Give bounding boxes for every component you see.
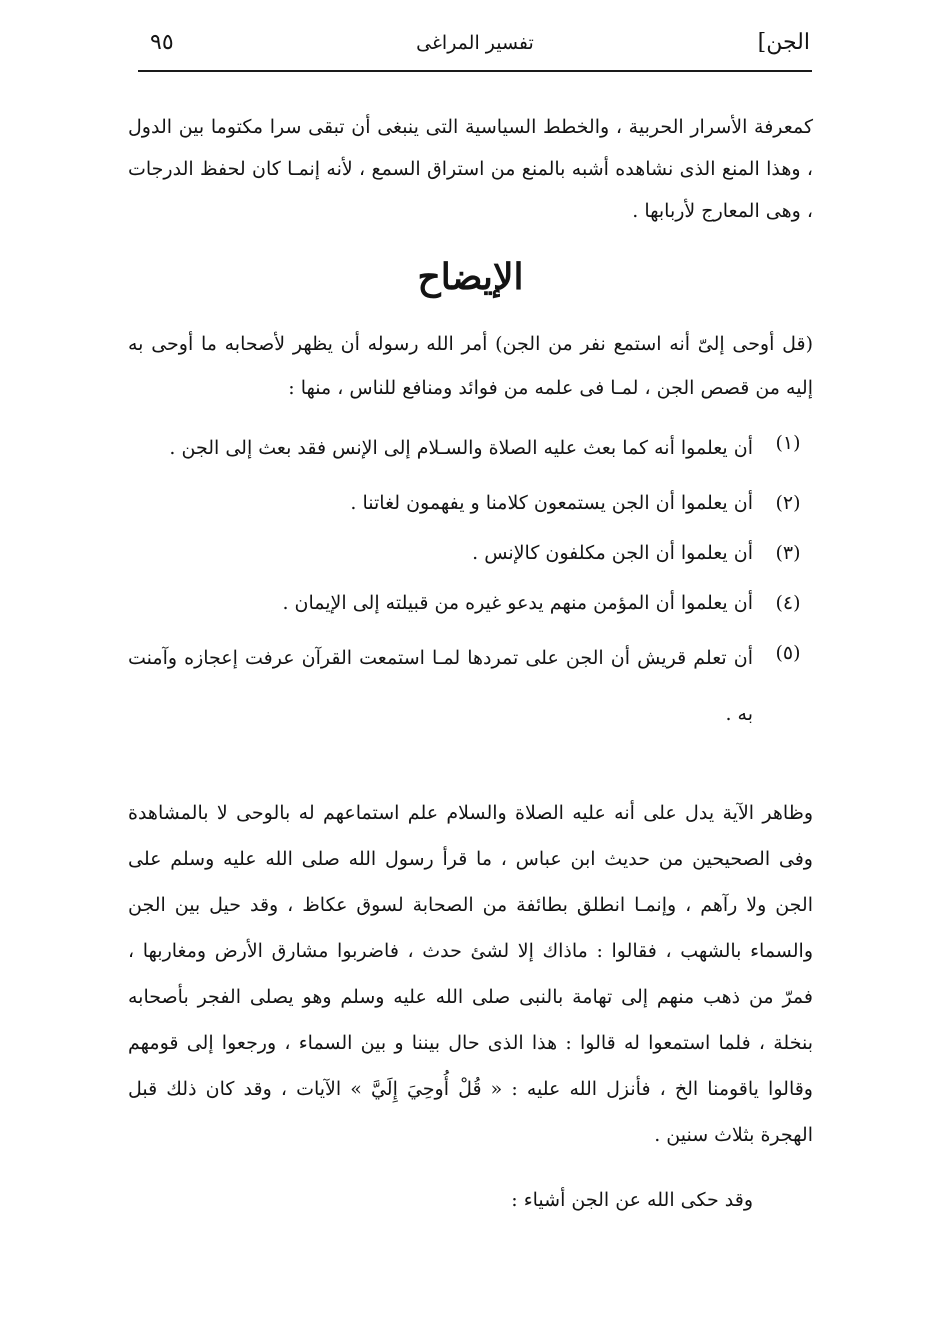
item-text: أن يعلموا أنه كما بعث عليه الصلاة والسـلام إلى الإنس فقد بعث إلى الجن . — [169, 437, 753, 459]
item-text: أن تعلم قريش أن الجن على تمردها لمـا استمعت القرآن عرفت إعجازه وآمنت به . — [128, 647, 753, 725]
list-item — [128, 480, 813, 526]
page-header — [140, 26, 810, 66]
item-number: (١) — [775, 432, 801, 454]
item-number: (٤) — [775, 592, 801, 614]
section-title: الإيضاح — [417, 256, 524, 298]
item-text: أن يعلموا أن المؤمن منهم يدعو غيره من قبيلته إلى الإيمان . — [282, 592, 753, 614]
list-item — [128, 580, 813, 626]
item-number: (٥) — [775, 642, 801, 664]
ayah-paragraph: (قل أوحى إلىّ أنه استمع نفر من الجن) أمر الله رسوله أن يظهر لأصحابه ما أوحى به إليه من قصص الجن ، لمـا فى علمه من فوائد ومنافع للناس ، منها : — [128, 333, 813, 399]
benefits-list — [128, 420, 813, 746]
item-number: (٢) — [775, 492, 801, 514]
book-title: تفسير المراغى — [416, 32, 534, 54]
item-text: أن يعلموا أن الجن يستمعون كلامنا و يفهمون لغاتنا . — [350, 492, 753, 514]
item-number: (٣) — [775, 542, 801, 564]
header-rule — [138, 70, 812, 72]
commentary-paragraph: وظاهر الآية يدل على أنه عليه الصلاة والسلام علم استماعهم له بالوحى لا بالمشاهدة وفى الصحيحين من حديث ابن عباس ، ما قرأ رسول الله صلى الله عليه وسلم على الجن ولا رآهم ، وإنمـا انطلق بطائفة من الصحابة لسوق عكاظ ، وقد حيل بين الجن والسماء بالشهب ، فقالوا : ماذاك إلا لشئ حدث ، فاضربوا مشارق الأرض ومغاربها ، فمرّ من ذهب منهم إلى تهامة بالنبى صلى الله عليه وسلم وهو يصلى الفجر بأصحابه بنخلة ، فلما استمعوا له قالوا : هذا الذى حال بيننا و بين السماء ، ورجعوا إلى قومهم وقالوا ياقومنا الخ ، فأنزل الله عليه : « قُلْ أُوحِيَ إِلَيَّ » الآيات ، وقد كان ذلك قبل الهجرة بثلاث سنين . — [128, 802, 813, 1146]
list-item — [128, 630, 813, 742]
page-number: ٩٥ — [150, 30, 174, 55]
surah-name: الجن] — [757, 30, 810, 55]
intro-paragraph: كمعرفة الأسرار الحربية ، والخطط السياسية التى ينبغى أن تبقى سرا مكتوما بين الدول ، وهذا المنع الذى نشاهده أشبه بالمنع من استراق السمع ، لأنه إنمـا كان لحفظ الدرجات ، وهى المعارج لأربابها . — [128, 116, 813, 222]
list-item — [128, 530, 813, 576]
list-item — [128, 420, 813, 476]
item-text: أن يعلموا أن الجن مكلفون كالإنس . — [472, 542, 753, 564]
closing-line: وقد حكى الله عن الجن أشياء : — [511, 1189, 753, 1211]
